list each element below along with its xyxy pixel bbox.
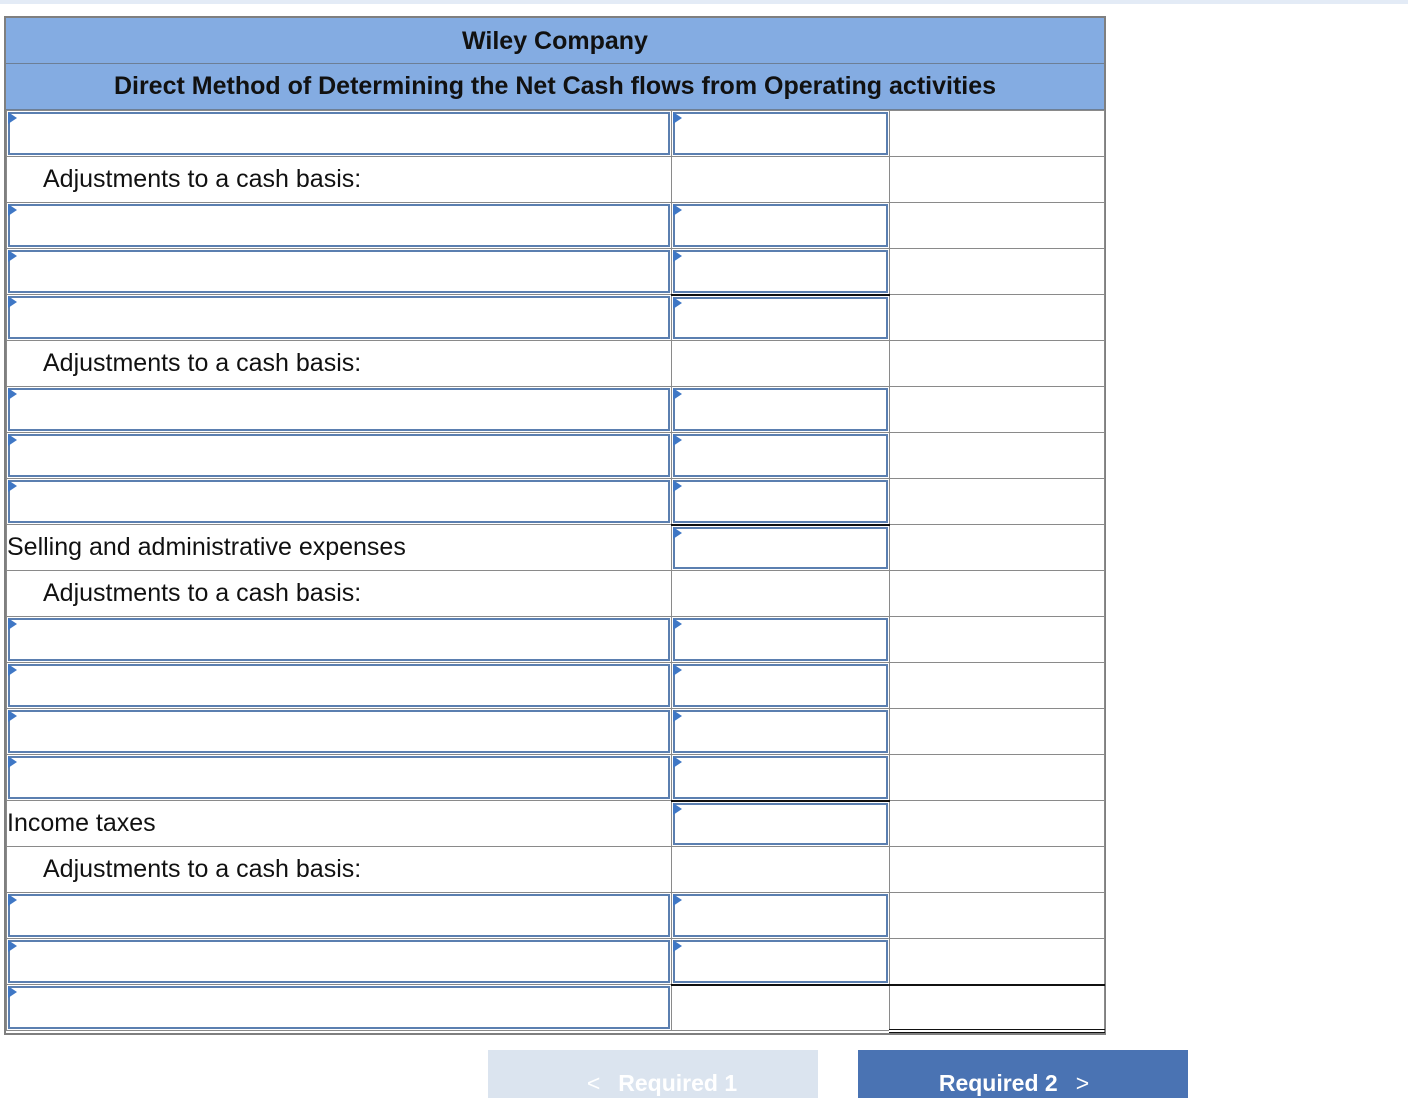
dropdown-marker-icon	[673, 250, 682, 262]
dropdown-marker-icon	[673, 388, 682, 400]
amount-input-cell[interactable]	[672, 663, 890, 709]
dropdown-marker-icon	[8, 710, 17, 722]
amount-input-cell[interactable]	[672, 433, 890, 479]
dropdown-marker-icon	[8, 480, 17, 492]
table-row	[7, 295, 1105, 341]
dropdown-marker-icon	[673, 664, 682, 676]
account-dropdown-cell[interactable]	[7, 985, 672, 1031]
total-cell	[890, 755, 1105, 801]
row-label: Adjustments to a cash basis:	[7, 341, 672, 387]
table-row	[7, 525, 1105, 571]
amount-input-cell[interactable]	[672, 893, 890, 939]
table-row	[7, 939, 1105, 985]
dropdown-marker-icon	[673, 527, 682, 539]
row-label: Adjustments to a cash basis:	[7, 571, 672, 617]
account-dropdown-cell[interactable]	[7, 709, 672, 755]
amount-cell	[672, 571, 890, 617]
table-row	[7, 801, 1105, 847]
prev-button-label: Required 1	[618, 1070, 738, 1096]
amount-input[interactable]	[673, 434, 888, 477]
account-dropdown[interactable]	[8, 204, 670, 247]
account-dropdown-cell[interactable]	[7, 663, 672, 709]
dropdown-marker-icon	[8, 618, 17, 630]
dropdown-marker-icon	[673, 803, 682, 815]
total-cell	[890, 479, 1105, 525]
account-dropdown[interactable]	[8, 434, 670, 477]
dropdown-marker-icon	[673, 756, 682, 768]
amount-input[interactable]	[673, 297, 888, 340]
amount-input-cell[interactable]	[672, 387, 890, 433]
total-cell	[890, 709, 1105, 755]
total-cell	[890, 433, 1105, 479]
account-dropdown-cell[interactable]	[7, 111, 672, 157]
table-row	[7, 387, 1105, 433]
dropdown-marker-icon	[8, 894, 17, 906]
dropdown-marker-icon	[8, 204, 17, 216]
row-label-selling-admin: Selling and administrative expenses	[7, 525, 672, 571]
account-dropdown-cell[interactable]	[7, 203, 672, 249]
dropdown-marker-icon	[8, 250, 17, 262]
table-row	[7, 479, 1105, 525]
total-cell	[890, 203, 1105, 249]
chevron-left-icon: <	[586, 1070, 601, 1096]
amount-input-cell[interactable]	[672, 801, 890, 847]
account-dropdown[interactable]	[8, 710, 670, 753]
amount-input-cell[interactable]	[672, 479, 890, 525]
account-dropdown-cell[interactable]	[7, 249, 672, 295]
total-cell	[890, 847, 1105, 893]
table-row	[7, 709, 1105, 755]
table-row	[7, 893, 1105, 939]
row-label: Adjustments to a cash basis:	[7, 157, 672, 203]
row-label: Adjustments to a cash basis:	[7, 847, 672, 893]
account-dropdown-cell[interactable]	[7, 387, 672, 433]
table-row	[7, 617, 1105, 663]
chevron-right-icon: >	[1075, 1070, 1090, 1096]
amount-input[interactable]	[673, 710, 888, 753]
dropdown-marker-icon	[673, 894, 682, 906]
table-row	[7, 341, 1105, 387]
dropdown-marker-icon	[673, 618, 682, 630]
account-dropdown-cell[interactable]	[7, 893, 672, 939]
amount-input[interactable]	[673, 527, 888, 570]
dropdown-marker-icon	[8, 756, 17, 768]
total-cell	[890, 525, 1105, 571]
amount-cell	[672, 847, 890, 893]
total-cell	[890, 893, 1105, 939]
table-row	[7, 433, 1105, 479]
amount-input-cell[interactable]	[672, 617, 890, 663]
table-row	[7, 203, 1105, 249]
dropdown-marker-icon	[673, 480, 682, 492]
account-dropdown-cell[interactable]	[7, 433, 672, 479]
next-required-2-button[interactable]	[858, 1050, 1188, 1098]
account-dropdown-cell[interactable]	[7, 617, 672, 663]
amount-input-cell[interactable]	[672, 939, 890, 985]
amount-input[interactable]	[673, 204, 888, 247]
amount-input[interactable]	[673, 894, 888, 937]
table-row	[7, 985, 1105, 1031]
account-dropdown[interactable]	[8, 664, 670, 707]
account-dropdown[interactable]	[8, 618, 670, 661]
account-dropdown-cell[interactable]	[7, 479, 672, 525]
statement-table	[6, 110, 1105, 1033]
amount-input[interactable]	[673, 480, 888, 523]
table-row	[7, 755, 1105, 801]
net-cash-total-cell[interactable]	[890, 985, 1105, 1031]
amount-cell	[672, 157, 890, 203]
account-dropdown[interactable]	[8, 480, 670, 523]
next-button-label: Required 2	[938, 1070, 1058, 1096]
amount-input[interactable]	[673, 756, 888, 799]
total-cell	[890, 387, 1105, 433]
amount-input[interactable]	[673, 388, 888, 431]
dropdown-marker-icon	[673, 940, 682, 952]
account-dropdown[interactable]	[8, 940, 670, 983]
dropdown-marker-icon	[8, 434, 17, 446]
account-dropdown[interactable]	[8, 986, 670, 1029]
amount-input-cell[interactable]	[672, 755, 890, 801]
amount-input-cell[interactable]	[672, 525, 890, 571]
amount-input-cell[interactable]	[672, 111, 890, 157]
amount-cell	[672, 341, 890, 387]
account-dropdown[interactable]	[8, 250, 670, 293]
account-dropdown[interactable]	[8, 296, 670, 339]
amount-input[interactable]	[673, 112, 888, 155]
dropdown-marker-icon	[8, 388, 17, 400]
table-row	[7, 249, 1105, 295]
dropdown-marker-icon	[8, 940, 17, 952]
amount-input[interactable]	[673, 803, 888, 846]
account-dropdown-cell[interactable]	[7, 939, 672, 985]
table-row	[7, 111, 1105, 157]
company-title: Wiley Company	[6, 18, 1104, 64]
total-cell	[890, 571, 1105, 617]
total-cell	[890, 341, 1105, 387]
table-row	[7, 847, 1105, 893]
top-strip	[0, 0, 1408, 4]
total-cell	[890, 157, 1105, 203]
total-cell	[890, 111, 1105, 157]
amount-input-cell[interactable]	[672, 203, 890, 249]
account-dropdown[interactable]	[8, 894, 670, 937]
total-cell	[890, 617, 1105, 663]
amount-input-cell[interactable]	[672, 709, 890, 755]
account-dropdown-cell[interactable]	[7, 295, 672, 341]
total-cell	[890, 663, 1105, 709]
account-dropdown[interactable]	[8, 388, 670, 431]
table-row	[7, 157, 1105, 203]
amount-input[interactable]	[673, 664, 888, 707]
total-cell	[890, 295, 1105, 341]
row-label-income-taxes: Income taxes	[7, 801, 672, 847]
table-row	[7, 571, 1105, 617]
total-cell	[890, 939, 1105, 985]
dropdown-marker-icon	[673, 112, 682, 124]
dropdown-marker-icon	[8, 664, 17, 676]
amount-input-cell[interactable]	[672, 249, 890, 295]
amount-cell	[672, 985, 890, 1031]
account-dropdown[interactable]	[8, 756, 670, 799]
table-row	[7, 663, 1105, 709]
amount-input[interactable]	[673, 250, 888, 293]
amount-input[interactable]	[673, 618, 888, 661]
dropdown-marker-icon	[673, 297, 682, 309]
dropdown-marker-icon	[8, 296, 17, 308]
dropdown-marker-icon	[673, 434, 682, 446]
dropdown-marker-icon	[673, 204, 682, 216]
account-dropdown-cell[interactable]	[7, 755, 672, 801]
dropdown-marker-icon	[673, 710, 682, 722]
amount-input-cell[interactable]	[672, 295, 890, 341]
account-dropdown[interactable]	[8, 112, 670, 155]
dropdown-marker-icon	[8, 112, 17, 124]
total-cell	[890, 249, 1105, 295]
worksheet	[4, 16, 1106, 1035]
total-cell	[890, 801, 1105, 847]
dropdown-marker-icon	[8, 986, 17, 998]
amount-input[interactable]	[673, 940, 888, 983]
prev-required-1-button[interactable]	[488, 1050, 818, 1098]
statement-title: Direct Method of Determining the Net Cash flows from Operating activities	[6, 64, 1104, 110]
